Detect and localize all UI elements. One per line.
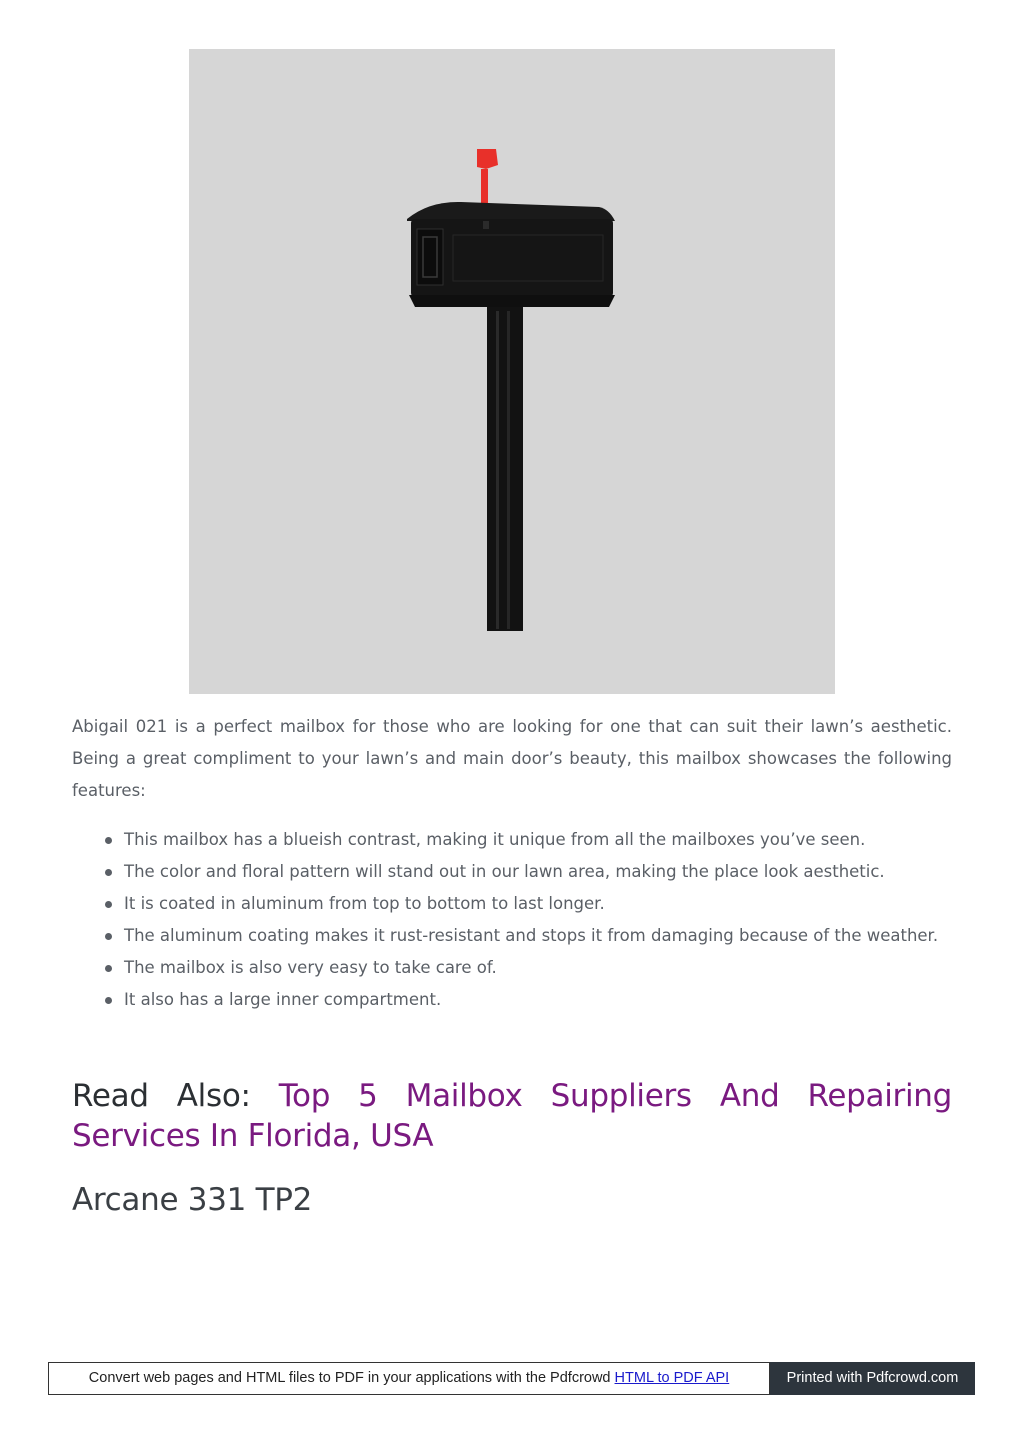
read-also-heading (72, 1076, 952, 1156)
mailbox-product-image (189, 49, 835, 694)
feature-list (72, 824, 952, 1016)
pdfcrowd-footer (48, 1362, 975, 1395)
section-title: Arcane 331 TP2 (72, 1182, 313, 1218)
footer-conversion-notice (48, 1362, 770, 1395)
read-also-link[interactable]: Top 5 Mailbox Suppliers And Repairing Services In Florida, USA (72, 1078, 952, 1154)
html-to-pdf-api-link[interactable]: HTML to PDF API (614, 1370, 730, 1386)
mailbox-illustration (189, 49, 835, 694)
list-item: The mailbox is also very easy to take care of. (124, 952, 952, 984)
list-item: The color and floral pattern will stand out in our lawn area, making the place look aesthetic. (124, 856, 952, 888)
footer-notice-text: Convert web pages and HTML files to PDF in your applications with the Pdfcrowd (88, 1370, 615, 1386)
list-item: This mailbox has a blueish contrast, making it unique from all the mailboxes you’ve seen. (124, 824, 952, 856)
list-item: It is coated in aluminum from top to bottom to last longer. (124, 888, 952, 920)
list-item: It also has a large inner compartment. (124, 984, 952, 1016)
list-item: The aluminum coating makes it rust-resistant and stops it from damaging because of the weather. (124, 920, 952, 952)
footer-printed-with[interactable]: Printed with Pdfcrowd.com (770, 1362, 975, 1395)
read-also-prefix: Read Also: (72, 1078, 279, 1114)
intro-paragraph: Abigail 021 is a perfect mailbox for those who are looking for one that can suit their lawn’s aesthetic. Being a great compliment to your lawn’s and main door’s beauty, this mailbox showcases the following features: (72, 717, 952, 800)
